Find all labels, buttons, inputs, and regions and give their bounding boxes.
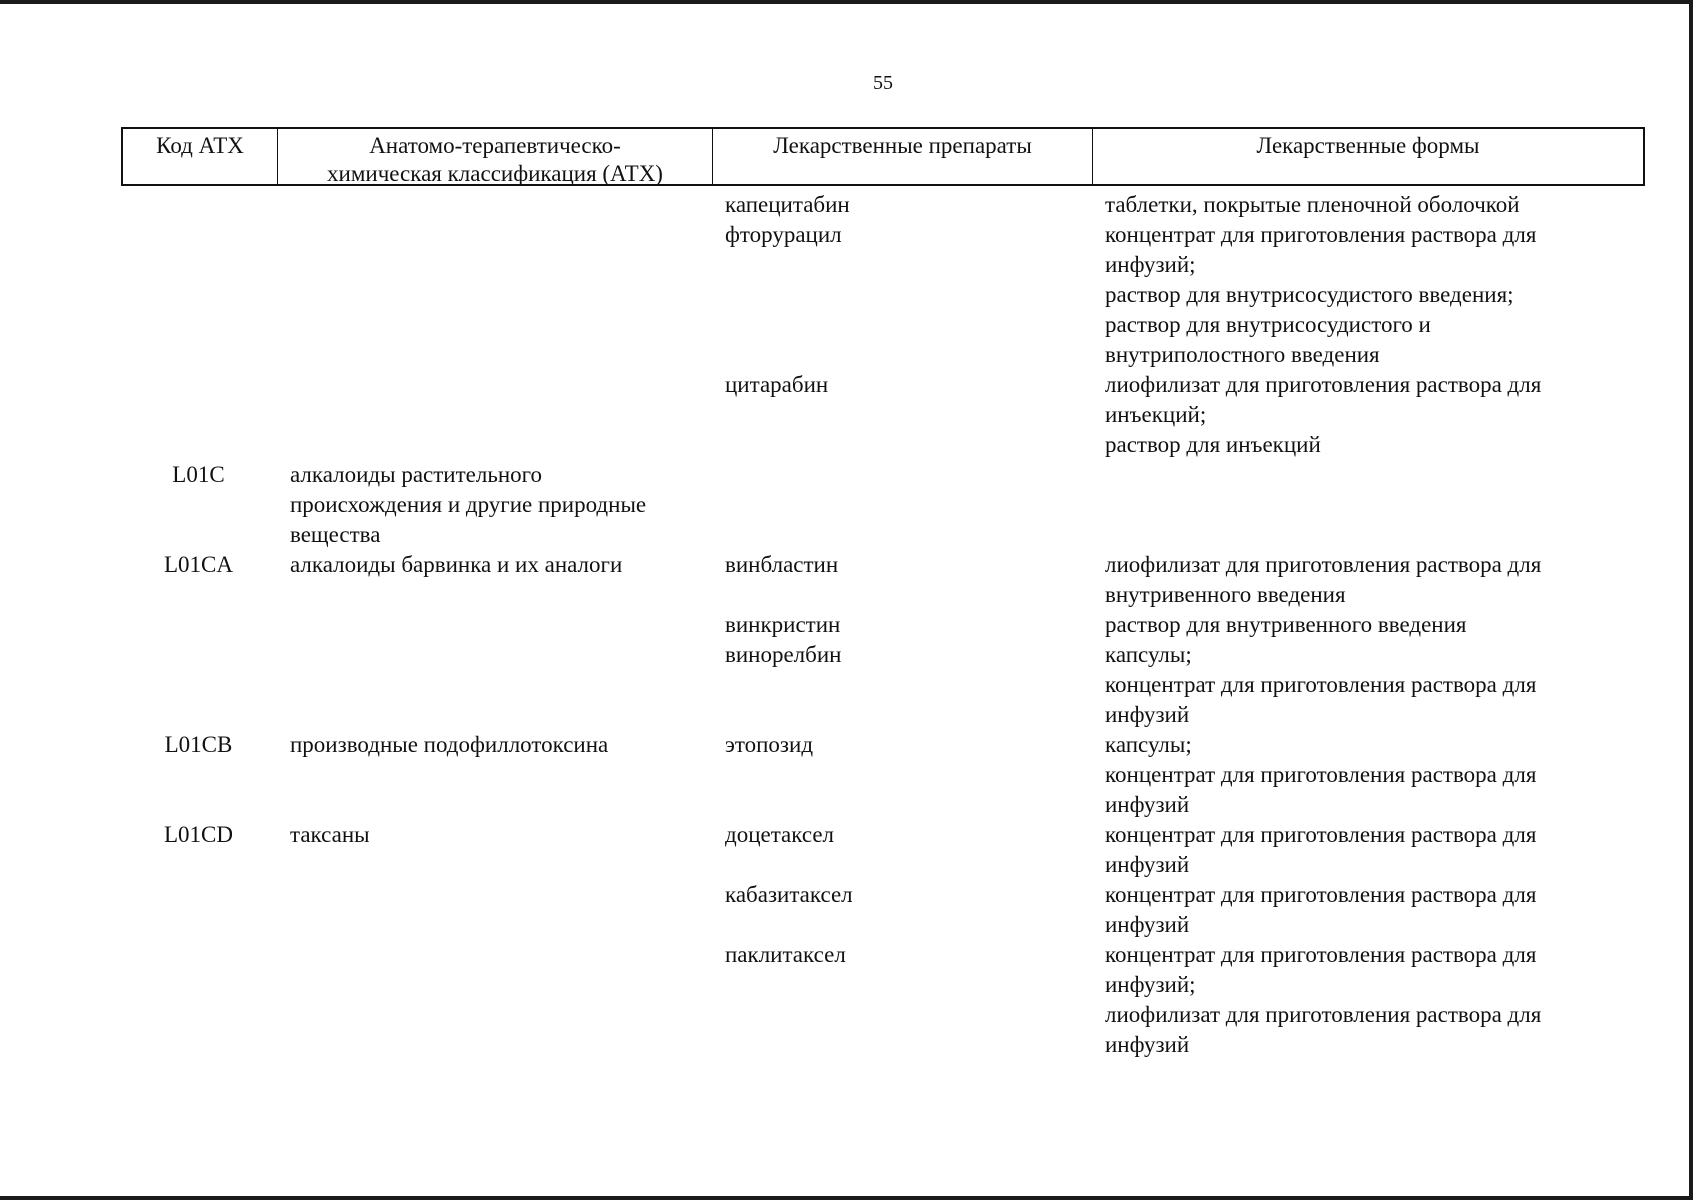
atc-classification <box>276 640 711 730</box>
dosage-forms <box>1091 220 1645 370</box>
dosage-form-line: концентрат для приготовления раствора для <box>1105 762 1537 787</box>
table-header <box>121 127 1645 186</box>
dosage-form-line: капсулы; <box>1105 642 1192 667</box>
header-code: Код АТХ <box>123 129 278 184</box>
drug-name: винкристин <box>725 612 841 637</box>
drug-name: капецитабин <box>725 192 850 217</box>
page-number: 55 <box>873 72 893 94</box>
drug-name: винбластин <box>725 552 839 577</box>
dosage-forms <box>1091 190 1645 220</box>
classification-line: происхождения и другие природные <box>290 492 647 517</box>
dosage-forms <box>1091 610 1645 640</box>
table-row <box>121 640 1645 730</box>
dosage-form-line: инфузий; <box>1105 972 1196 997</box>
atc-code <box>121 220 276 370</box>
table-row <box>121 190 1645 220</box>
table-row <box>121 730 1645 820</box>
drug-name: винорелбин <box>725 642 842 667</box>
atc-classification <box>276 550 711 610</box>
header-forms: Лекарственные формы <box>1256 133 1480 158</box>
scan-border-right <box>1689 0 1693 1200</box>
table-row <box>121 610 1645 640</box>
dosage-forms <box>1091 640 1645 730</box>
scan-border-bottom <box>0 1196 1693 1200</box>
dosage-form-line: инъекций; <box>1105 402 1207 427</box>
dosage-form-line: раствор для внутрисосудистого введения; <box>1105 282 1514 307</box>
drug-name: этопозид <box>725 732 814 757</box>
dosage-forms <box>1091 880 1645 940</box>
classification-line: алкалоиды растительного <box>290 462 542 487</box>
dosage-form-line: концентрат для приготовления раствора для <box>1105 822 1537 847</box>
atc-classification <box>276 880 711 940</box>
atc-code <box>121 370 276 460</box>
dosage-form-line: раствор для внутривенного введения <box>1105 612 1467 637</box>
classification-line: производные подофиллотоксина <box>290 732 609 757</box>
dosage-forms <box>1091 940 1645 1060</box>
drug-name <box>711 460 1091 550</box>
dosage-form-line: инфузий <box>1105 1032 1190 1057</box>
dosage-forms <box>1091 550 1645 610</box>
atc-code: L01CA <box>164 552 233 577</box>
drug-name: паклитаксел <box>725 942 846 967</box>
header-classification-line2: химическая классификация (АТХ) <box>327 161 663 186</box>
table-row <box>121 550 1645 610</box>
classification-line: вещества <box>290 522 381 547</box>
atc-classification <box>276 460 711 550</box>
drug-name: цитарабин <box>725 372 829 397</box>
dosage-form-line: концентрат для приготовления раствора для <box>1105 882 1537 907</box>
dosage-form-line: концентрат для приготовления раствора для <box>1105 222 1537 247</box>
table-row <box>121 460 1645 550</box>
atc-classification <box>276 940 711 1060</box>
atc-classification <box>276 820 711 880</box>
atc-code <box>121 940 276 1060</box>
header-classification <box>278 129 713 184</box>
classification-line: алкалоиды барвинка и их аналоги <box>290 552 623 577</box>
atc-code: L01CD <box>164 822 233 847</box>
atc-code: L01C <box>172 462 225 487</box>
dosage-form-line: инфузий; <box>1105 252 1196 277</box>
scan-border-top <box>0 0 1693 4</box>
atc-classification <box>276 610 711 640</box>
table-row <box>121 370 1645 460</box>
header-classification-line1: Анатомо-терапевтическо- <box>369 133 621 158</box>
dosage-form-line: раствор для внутрисосудистого и <box>1105 312 1431 337</box>
atc-classification <box>276 370 711 460</box>
atc-classification <box>276 730 711 820</box>
drug-name: доцетаксел <box>725 822 835 847</box>
classification-line: таксаны <box>290 822 370 847</box>
dosage-forms <box>1091 730 1645 820</box>
atc-code <box>121 640 276 730</box>
dosage-form-line: капсулы; <box>1105 732 1192 757</box>
dosage-form-line: внутривенного введения <box>1105 582 1346 607</box>
atc-code <box>121 190 276 220</box>
dosage-forms <box>1091 820 1645 880</box>
dosage-form-line: раствор для инъекций <box>1105 432 1321 457</box>
atc-classification <box>276 220 711 370</box>
header-drugs: Лекарственные препараты <box>713 129 1093 184</box>
atc-code <box>121 880 276 940</box>
drug-name: фторурацил <box>725 222 842 247</box>
dosage-form-line: концентрат для приготовления раствора для <box>1105 942 1537 967</box>
atc-code <box>121 610 276 640</box>
dosage-forms <box>1091 460 1645 550</box>
table-row <box>121 940 1645 1060</box>
atc-code: L01CB <box>164 732 233 757</box>
dosage-form-line: таблетки, покрытые пленочной оболочкой <box>1105 192 1520 217</box>
table-row <box>121 880 1645 940</box>
dosage-form-line: лиофилизат для приготовления раствора для <box>1105 372 1542 397</box>
dosage-form-line: лиофилизат для приготовления раствора для <box>1105 1002 1542 1027</box>
table-body <box>121 190 1645 1060</box>
table-row <box>121 820 1645 880</box>
dosage-form-line: внутриполостного введения <box>1105 342 1380 367</box>
dosage-form-line: концентрат для приготовления раствора для <box>1105 672 1537 697</box>
dosage-form-line: инфузий <box>1105 702 1190 727</box>
atc-classification <box>276 190 711 220</box>
dosage-forms <box>1091 370 1645 460</box>
table-row <box>121 220 1645 370</box>
dosage-form-line: инфузий <box>1105 792 1190 817</box>
dosage-form-line: лиофилизат для приготовления раствора для <box>1105 552 1542 577</box>
dosage-form-line: инфузий <box>1105 912 1190 937</box>
dosage-form-line: инфузий <box>1105 852 1190 877</box>
drug-name: кабазитаксел <box>725 882 853 907</box>
